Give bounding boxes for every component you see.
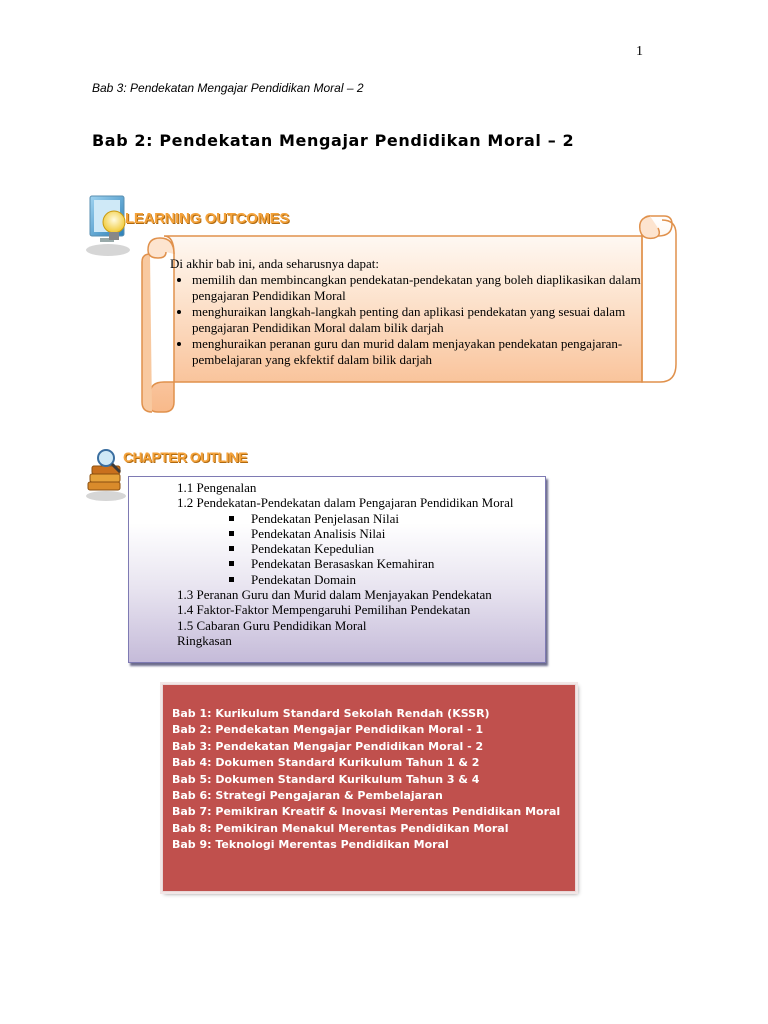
chapter-item: Bab 8: Pemikiran Menakul Merentas Pendidikan Moral	[172, 821, 509, 835]
chapter-item: Bab 9: Teknologi Merentas Pendidikan Moral	[172, 838, 449, 852]
outline-sublist	[177, 511, 513, 587]
page-number: 1	[636, 44, 643, 59]
outline-subitem: Pendekatan Penjelasan Nilai	[229, 511, 513, 526]
chapter-outline-list	[177, 480, 513, 648]
outline-subitem: Pendekatan Domain	[229, 572, 513, 587]
chapter-item: Bab 6: Strategi Pengajaran & Pembelajaran	[172, 789, 443, 803]
learning-outcomes-body	[162, 256, 670, 368]
outline-subitem: Pendekatan Berasaskan Kemahiran	[229, 556, 513, 571]
learning-outcomes-list	[162, 272, 670, 368]
chapter-item: Bab 2: Pendekatan Mengajar Pendidikan Moral - 1	[172, 723, 484, 737]
learning-outcome-item: • menghuraikan peranan guru dan murid dalam menjayakan pendekatan pengajaran-pembelajaran yang ekfektif dalam bilik darjah	[192, 336, 670, 368]
chapter-outline-heading: CHAPTER OUTLINE	[123, 449, 248, 465]
chapter-item: Bab 5: Dokumen Standard Kurikulum Tahun 3 & 4	[172, 772, 480, 786]
chapter-title: Bab 2: Pendekatan Mengajar Pendidikan Moral – 2	[92, 131, 575, 150]
outline-item: Ringkasan	[177, 632, 232, 648]
chapter-item: Bab 4: Dokumen Standard Kurikulum Tahun 1 & 2	[172, 756, 480, 770]
chapter-item: Bab 3: Pendekatan Mengajar Pendidikan Moral - 2	[172, 739, 484, 753]
outline-item: 1.1 Pengenalan	[177, 480, 257, 495]
learning-outcome-item: • menghuraikan langkah-langkah penting dan aplikasi pendekatan yang sesuai dalam pengajaran Pendidikan Moral dalam bilik darjah	[192, 304, 670, 336]
outline-subitem: Pendekatan Kepedulian	[229, 541, 513, 556]
learning-outcomes-heading: LEARNING OUTCOMES	[125, 210, 290, 227]
outline-item: 1.4 Faktor-Faktor Mempengaruhi Pemilihan Pendekatan	[177, 602, 471, 618]
outline-item: 1.3 Peranan Guru dan Murid dalam Menjayakan Pendekatan	[177, 587, 492, 603]
chapter-item: Bab 1: Kurikulum Standard Sekolah Rendah (KSSR)	[172, 707, 490, 720]
outline-item: 1.2 Pendekatan-Pendekatan dalam Pengajaran Pendidikan Moral	[177, 495, 514, 511]
learning-outcomes-intro: Di akhir bab ini, anda seharusnya dapat:	[170, 256, 380, 271]
lightbulb-monitor-icon	[82, 192, 136, 264]
outline-item: 1.5 Cabaran Guru Pendidikan Moral	[177, 617, 367, 633]
chapters-box	[162, 684, 576, 892]
chapter-outline-box	[128, 476, 546, 663]
outline-subitem: Pendekatan Analisis Nilai	[229, 526, 513, 541]
running-header: Bab 3: Pendekatan Mengajar Pendidikan Moral – 2	[92, 81, 364, 95]
chapters-list	[172, 706, 560, 854]
chapter-item: Bab 7: Pemikiran Kreatif & Inovasi Merentas Pendidikan Moral	[172, 805, 561, 819]
learning-outcome-item: • memilih dan membincangkan pendekatan-pendekatan yang boleh diaplikasikan dalam pengajaran Pendidikan Moral	[192, 272, 670, 304]
